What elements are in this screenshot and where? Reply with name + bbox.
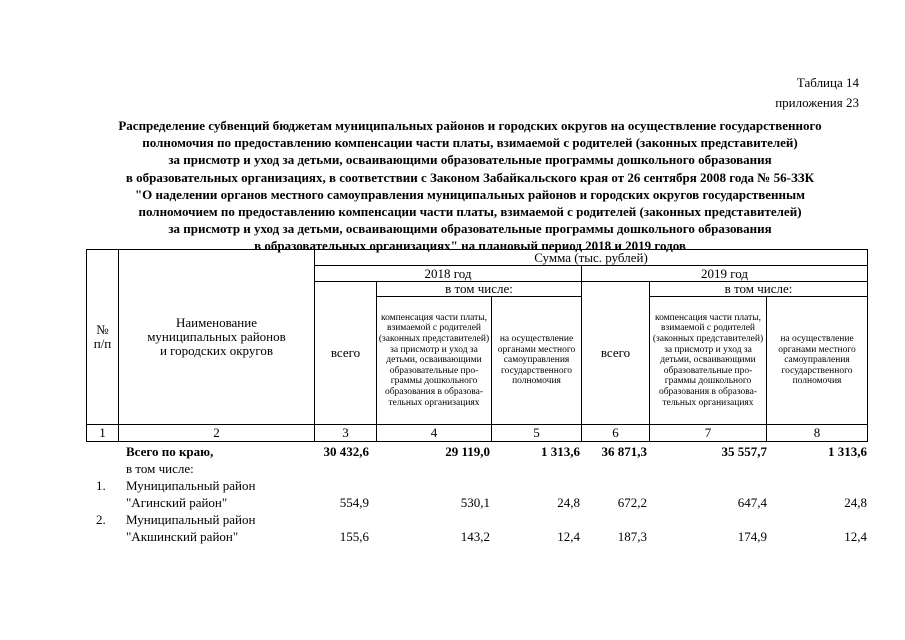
header-including-2019: в том числе: <box>650 282 868 297</box>
cell-2019-comp: 35 557,7 <box>721 444 767 459</box>
row-name: Муниципальный район <box>126 512 256 527</box>
header-total-2018: всего <box>315 282 377 425</box>
cell-2018-local: 1 313,6 <box>541 444 580 459</box>
cell-2018-total: 155,6 <box>339 529 369 544</box>
title-line: за присмотр и уход за детьми, осваивающими образовательные программы дошкольного образования <box>168 152 772 168</box>
row-name: в том числе: <box>126 461 194 476</box>
cell-2019-total: 187,3 <box>617 529 647 544</box>
header-compensation-2018: компенсация части платы, взимаемой с родителей (законных представителей) за присмотр и уход за детьми, осваивающими образовательные про-граммы дошкольного образования в образова-тельных организациях <box>377 297 492 425</box>
appendix-label: приложения 23 <box>775 95 859 110</box>
column-index: 2 <box>119 425 315 442</box>
header-local-gov-2019: на осуществление органами местного самоуправления государственного полномочия <box>767 297 868 425</box>
row-number: 1. <box>96 478 106 493</box>
header-year-2019: 2019 год <box>582 266 868 282</box>
title-line: за присмотр и уход за детьми, осваивающими образовательные программы дошкольного образования <box>168 221 772 237</box>
header-local-gov-2018: на осуществление органами местного самоуправления государственного полномочия <box>492 297 582 425</box>
header-total-2019: всего <box>582 282 650 425</box>
table-number: Таблица 14 <box>796 75 859 90</box>
header-num: № п/п <box>87 250 119 425</box>
cell-2018-local: 24,8 <box>557 495 580 510</box>
row-number: 2. <box>96 512 106 527</box>
cell-2019-local: 12,4 <box>844 529 867 544</box>
cell-2019-comp: 647,4 <box>737 495 767 510</box>
cell-2019-local: 1 313,6 <box>828 444 867 459</box>
row-name: "Акшинский район" <box>126 529 239 544</box>
row-name: Муниципальный район <box>126 478 256 493</box>
cell-2018-total: 30 432,6 <box>323 444 369 459</box>
table-row <box>86 444 867 461</box>
row-name: "Агинский район" <box>126 495 228 510</box>
cell-2018-comp: 530,1 <box>460 495 490 510</box>
table-body <box>86 444 867 546</box>
document-title <box>80 117 860 255</box>
header-sum: Сумма (тыс. рублей) <box>315 250 868 266</box>
table-row <box>86 478 867 495</box>
row-name: Всего по краю, <box>126 444 214 459</box>
title-line: полномочием по предоставлению компенсации части платы, взимаемой с родителей (законных представителей) <box>138 204 802 220</box>
column-index: 8 <box>767 425 868 442</box>
cell-2019-total: 672,2 <box>617 495 647 510</box>
cell-2018-local: 12,4 <box>557 529 580 544</box>
title-line: полномочия по предоставлению компенсации части платы, взимаемой с родителей (законных представителей) <box>142 135 798 151</box>
column-index: 6 <box>582 425 650 442</box>
title-line: в образовательных организациях" на плановый период 2018 и 2019 годов <box>254 238 686 254</box>
cell-2018-total: 554,9 <box>339 495 369 510</box>
cell-2019-comp: 174,9 <box>737 529 767 544</box>
column-index: 4 <box>377 425 492 442</box>
title-line: Распределение субвенций бюджетам муниципальных районов и городских округов на осуществление государственного <box>118 118 822 133</box>
title-line: "О наделении органов местного самоуправления муниципальных районов и городских округов государственным <box>134 186 806 202</box>
cell-2018-comp: 29 119,0 <box>445 444 490 459</box>
header-compensation-2019: компенсация части платы, взимаемой с родителей (законных представителей) за присмотр и уход за детьми, осваивающими образовательные про-граммы дошкольного образования в образова-тельных организациях <box>650 297 767 425</box>
table-row <box>86 461 867 478</box>
table-row <box>86 495 867 512</box>
cell-2019-local: 24,8 <box>844 495 867 510</box>
subsidy-table-header <box>86 249 868 442</box>
column-index: 7 <box>650 425 767 442</box>
title-line: в образовательных организациях, в соответствии с Законом Забайкальского края от 26 сентября 2008 года № 56-ЗЗК <box>125 169 815 185</box>
header-name: Наименование муниципальных районов и городских округов <box>119 250 315 425</box>
table-row <box>86 529 867 546</box>
column-index: 5 <box>492 425 582 442</box>
cell-2019-total: 36 871,3 <box>601 444 647 459</box>
cell-2018-comp: 143,2 <box>460 529 490 544</box>
column-index-row <box>87 425 868 442</box>
column-index: 1 <box>87 425 119 442</box>
header-year-2018: 2018 год <box>315 266 582 282</box>
header-including-2018: в том числе: <box>377 282 582 297</box>
column-index: 3 <box>315 425 377 442</box>
table-row <box>86 512 867 529</box>
